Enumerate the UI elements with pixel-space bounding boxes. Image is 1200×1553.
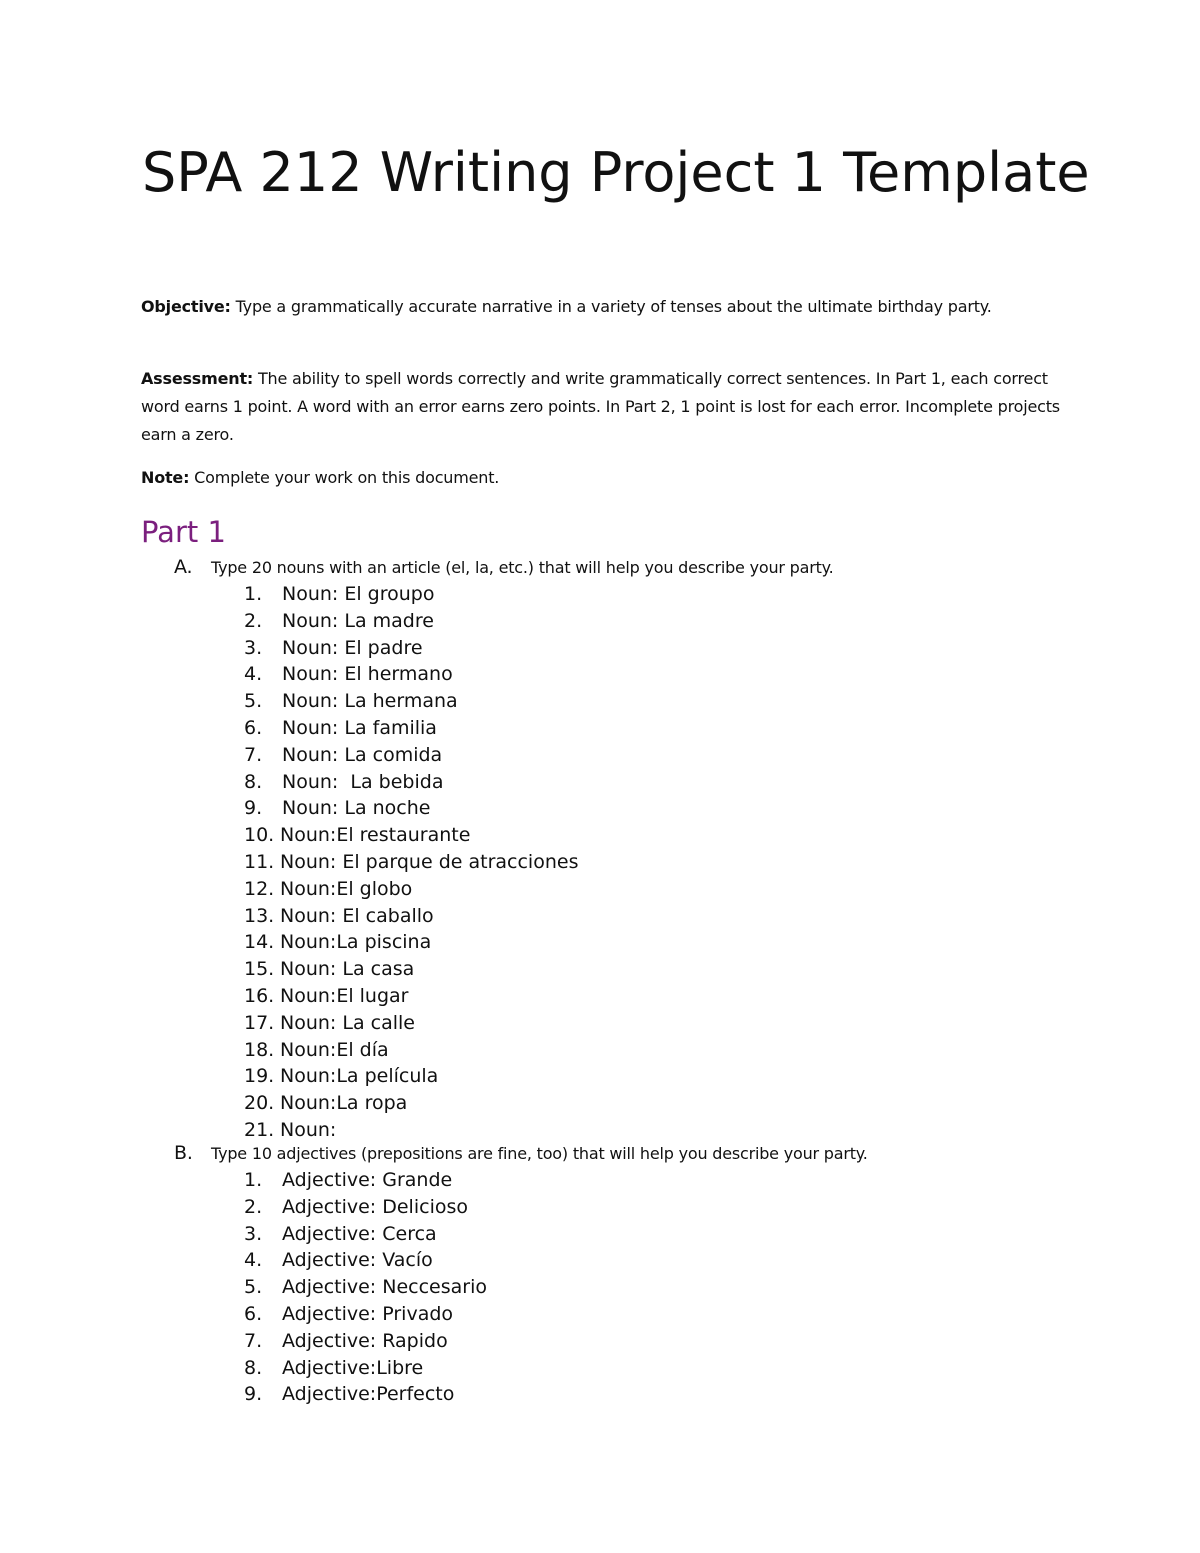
list-item	[244, 1328, 487, 1355]
list-item-text: Adjective: Rapido	[282, 1329, 448, 1352]
list-item-number: 6.	[244, 1302, 263, 1325]
list-item	[244, 1247, 487, 1274]
assessment-label: Assessment:	[141, 369, 254, 388]
list-item	[244, 822, 578, 849]
list-item-number: 8.	[244, 770, 263, 793]
list-item-number: 15.	[244, 958, 275, 981]
list-item-text: Noun: La bebida	[282, 770, 444, 793]
list-item-text: Noun: La familia	[282, 716, 437, 739]
list-item-text: Noun:El día	[280, 1038, 389, 1061]
list-item-text: Noun: El padre	[282, 636, 423, 659]
list-item	[244, 929, 578, 956]
list-item	[244, 715, 578, 742]
list-item	[244, 635, 578, 662]
noun-list	[244, 581, 578, 1144]
list-item-number: 5.	[244, 690, 263, 713]
note-paragraph	[141, 464, 1071, 492]
objective-paragraph	[141, 293, 1071, 321]
list-item-text: Noun: La hermana	[282, 690, 458, 713]
list-item	[244, 1037, 578, 1064]
list-item-text: Adjective: Grande	[282, 1169, 453, 1191]
list-item-number: 5.	[244, 1276, 263, 1299]
list-item	[244, 1301, 487, 1328]
section-b-letter: B.	[174, 1142, 193, 1164]
list-item	[244, 1274, 487, 1301]
document-title: SPA 212 Writing Project 1 Template	[142, 141, 1090, 204]
list-item-number: 1.	[244, 583, 263, 605]
list-item-text: Noun:La ropa	[280, 1092, 408, 1115]
list-item-text: Noun: La noche	[282, 797, 431, 820]
list-item-text: Adjective:Libre	[282, 1356, 424, 1379]
assessment-paragraph	[141, 365, 1071, 449]
list-item-number: 4.	[244, 1249, 263, 1272]
list-item	[244, 742, 578, 769]
list-item	[244, 876, 578, 903]
list-item-text: Noun: La calle	[280, 1011, 415, 1034]
list-item	[244, 903, 578, 930]
list-item	[244, 956, 578, 983]
list-item	[244, 1194, 487, 1221]
list-item-number: 2.	[244, 609, 263, 632]
list-item-text: Noun:El restaurante	[280, 824, 471, 847]
list-item-number: 4.	[244, 663, 263, 686]
list-item-number: 18.	[244, 1038, 275, 1061]
list-item-number: 10.	[244, 824, 275, 847]
list-item-text: Noun: La comida	[282, 743, 443, 766]
list-item	[244, 983, 578, 1010]
list-item	[244, 1090, 578, 1117]
list-item-number: 19.	[244, 1065, 275, 1088]
objective-text: Type a grammatically accurate narrative in a variety of tenses about the ultimate birthday party.	[230, 297, 992, 316]
list-item-text: Noun: El parque de atracciones	[280, 850, 579, 873]
list-item-text: Noun:	[280, 1118, 337, 1141]
list-item-number: 3.	[244, 1222, 263, 1245]
list-item-number: 16.	[244, 984, 275, 1007]
list-item-number: 3.	[244, 636, 263, 659]
list-item-number: 6.	[244, 716, 263, 739]
list-item-number: 7.	[244, 1329, 263, 1352]
list-item-text: Noun: El hermano	[282, 663, 453, 686]
list-item-number: 9.	[244, 1383, 263, 1406]
list-item	[244, 1063, 578, 1090]
note-text: Complete your work on this document.	[189, 468, 500, 487]
section-b-instruction	[174, 1140, 868, 1167]
objective-label: Objective:	[141, 297, 231, 316]
list-item	[244, 1010, 578, 1037]
list-item-number: 14.	[244, 931, 275, 954]
list-item-number: 21.	[244, 1118, 275, 1141]
list-item-number: 13.	[244, 904, 275, 927]
list-item-number: 12.	[244, 877, 275, 900]
list-item-text: Adjective: Neccesario	[282, 1276, 487, 1299]
list-item	[244, 849, 578, 876]
list-item-text: Adjective: Delicioso	[282, 1195, 468, 1218]
section-a-instruction	[174, 554, 834, 581]
list-item-text: Noun:La piscina	[280, 931, 432, 954]
list-item	[244, 795, 578, 822]
list-item-number: 20.	[244, 1092, 275, 1115]
section-b-text: Type 10 adjectives (prepositions are fine, too) that will help you describe your party.	[211, 1144, 868, 1163]
list-item	[244, 769, 578, 796]
list-item	[244, 1221, 487, 1248]
part-1-heading: Part 1	[141, 515, 226, 549]
list-item	[244, 1355, 487, 1382]
list-item	[244, 661, 578, 688]
list-item-text: Adjective: Privado	[282, 1302, 454, 1325]
list-item-text: Adjective: Vacío	[282, 1249, 433, 1272]
list-item-text: Noun:La película	[280, 1065, 439, 1088]
list-item-text: Adjective:Perfecto	[282, 1383, 455, 1406]
list-item-number: 11.	[244, 850, 275, 873]
list-item	[244, 608, 578, 635]
note-label: Note:	[141, 468, 190, 487]
list-item-text: Noun: La madre	[282, 609, 434, 632]
section-a-letter: A.	[174, 556, 193, 578]
list-item	[244, 1381, 487, 1408]
assessment-text: The ability to spell words correctly and write grammatically correct sentences. In Part 1, each correct word earns 1 point. A word with an error earns zero points. In Part 2, 1 point is lost for each error. Incomplete projects earn a zero.	[141, 369, 1060, 444]
list-item-text: Noun:El globo	[280, 877, 413, 900]
list-item	[244, 1167, 487, 1194]
list-item-number: 17.	[244, 1011, 275, 1034]
list-item-number: 2.	[244, 1195, 263, 1218]
list-item-text: Noun: El groupo	[282, 583, 435, 605]
list-item-text: Noun:El lugar	[280, 984, 409, 1007]
list-item	[244, 581, 578, 608]
list-item-number: 1.	[244, 1169, 263, 1191]
list-item	[244, 688, 578, 715]
adjective-list	[244, 1167, 487, 1408]
section-a-text: Type 20 nouns with an article (el, la, etc.) that will help you describe your party.	[211, 558, 834, 577]
list-item-number: 7.	[244, 743, 263, 766]
list-item-number: 8.	[244, 1356, 263, 1379]
list-item-number: 9.	[244, 797, 263, 820]
list-item-text: Adjective: Cerca	[282, 1222, 437, 1245]
list-item-text: Noun: El caballo	[280, 904, 434, 927]
list-item-text: Noun: La casa	[280, 958, 415, 981]
